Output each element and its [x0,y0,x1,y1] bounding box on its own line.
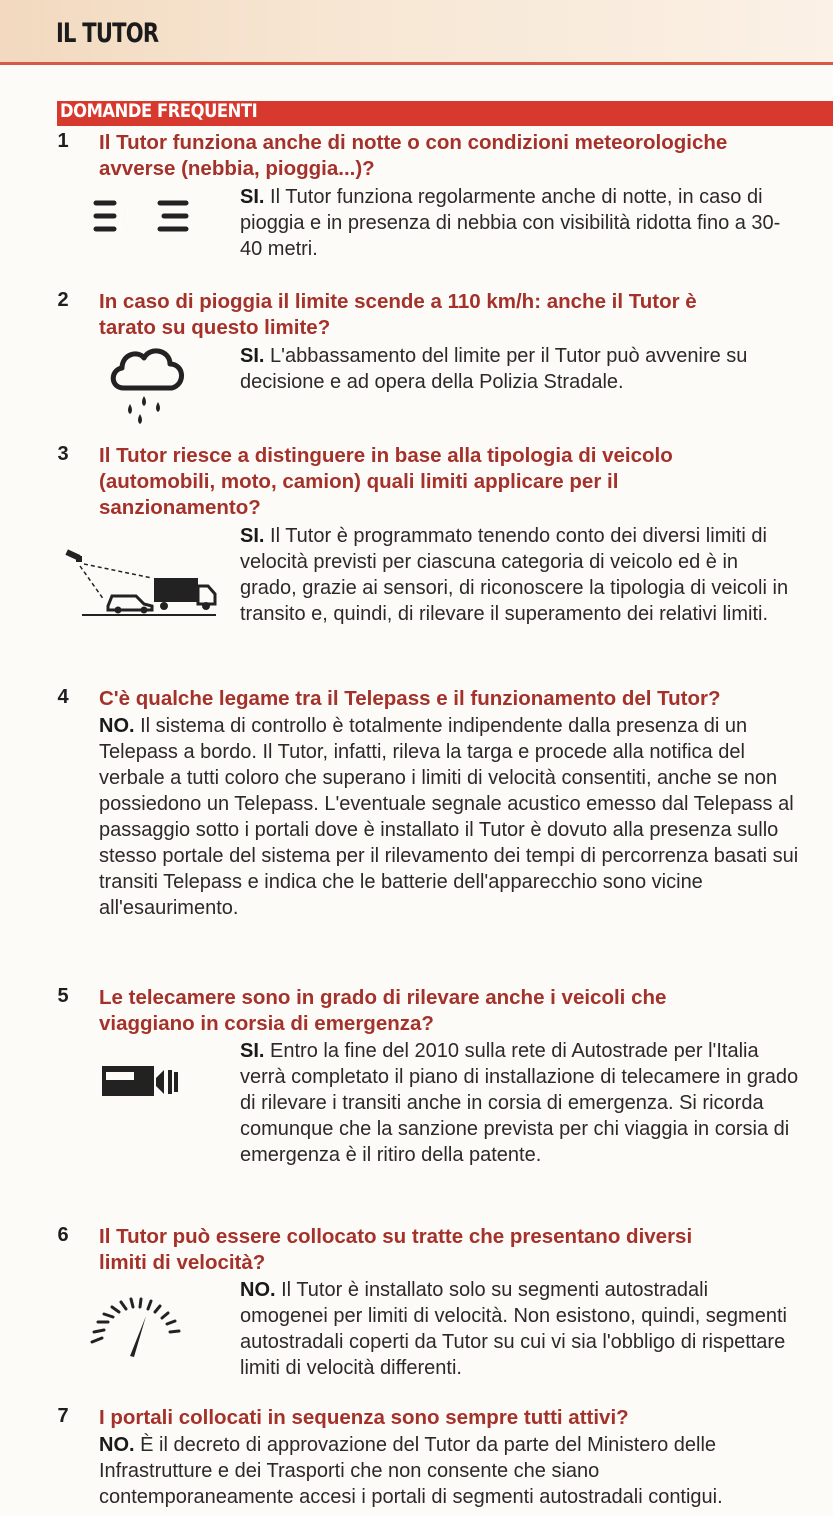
page-title: IL TUTOR [56,18,159,49]
section-title: DOMANDE FREQUENTI [60,100,258,122]
faq-number: 4 [57,686,69,708]
answer-lead: NO. [99,1434,135,1456]
faq-number: 2 [57,289,69,311]
answer-lead: SI. [240,525,265,547]
answer-text: L'abbassamento del limite per il Tutor può avvenire su decisione e ad opera della Polizia Stradale. [240,345,748,393]
faq-answer [240,343,800,395]
speedometer-icon [88,1296,188,1360]
answer-lead: SI. [240,345,265,367]
answer-text: Il Tutor è programmato tenendo conto dei diversi limiti di velocità previsti per ciascuna categoria di veicolo ed è in grado, grazie ai sensori, di riconoscere la tipologia di veicoli in transito e, quindi, di rilevare il superamento dei relativi limiti. [240,525,789,625]
faq-number: 7 [57,1405,69,1427]
answer-text: Il sistema di controllo è totalmente indipendente dalla presenza di un Telepass a bordo. Il Tutor, infatti, rileva la targa e procede alla notifica del verbale a tutti coloro che superano i limiti di velocità consentiti, anche se non possiedono un Telepass. L'eventuale segnale acustico emesso dal Telepass al passaggio sotto i portali dove è installato il Tutor è dovuto alla presenza sullo stesso portale del sistema per il rilevamento dei tempi di percorrenza basati sui transiti Telepass e indica che le batterie dell'apparecchio sono vicine all'esaurimento. [99,715,799,919]
faq-number: 1 [57,130,69,152]
answer-lead: NO. [99,715,135,737]
faq-number: 3 [57,443,69,465]
faq-number: 6 [57,1224,69,1246]
answer-text: Il Tutor funziona regolarmente anche di notte, in caso di pioggia e in presenza di nebbia con visibilità ridotta fino a 30-40 metri. [240,186,781,260]
night-fog-icon [92,190,190,248]
answer-lead: SI. [240,1040,265,1062]
faq-answer [240,1038,800,1168]
answer-lead: SI. [240,186,265,208]
faq-answer [240,523,800,627]
faq-question: In caso di pioggia il limite scende a 110 km/h: anche il Tutor è tarato su questo limite? [99,290,697,339]
video-camera-icon [100,1058,180,1102]
faq-question: Il Tutor può essere collocato su tratte che presentano diversi limiti di velocità? [99,1225,693,1274]
answer-text: È il decreto di approvazione del Tutor da parte del Ministero delle Infrastrutture e dei Trasporti che non consente che siano contemporaneamente accesi i portali di segmenti autostradali contigui. [99,1434,723,1508]
faq-question: Il Tutor funziona anche di notte o con condizioni meteorologiche avverse (nebbia, pioggia...)? [99,131,728,180]
faq-question: Il Tutor riesce a distinguere in base alla tipologia di veicolo (automobili, moto, camion) quali limiti applicare per il sanzionamento? [99,444,673,519]
faq-answer [240,1277,800,1381]
faq-question: Le telecamere sono in grado di rilevare anche i veicoli che viaggiano in corsia di emergenza? [99,986,667,1035]
answer-text: Il Tutor è installato solo su segmenti autostradali omogenei per limiti di velocità. Non esistono, quindi, segmenti autostradali coperti da Tutor su cui vi sia l'obbligo di rispettare limiti di velocità differenti. [240,1279,787,1379]
answer-text: Entro la fine del 2010 sulla rete di Autostrade per l'Italia verrà completato il piano di installazione di telecamere in grado di rilevare i transiti anche in corsia di emergenza. Si ricorda comunque che la sanzione prevista per chi viaggia in corsia di emergenza è il ritiro della patente. [240,1040,799,1166]
faq-answer [99,713,799,921]
faq-question: C'è qualche legame tra il Telepass e il funzionamento del Tutor? [99,687,721,710]
satellite-vehicles-icon [60,548,220,618]
answer-lead: NO. [240,1279,276,1301]
faq-question: I portali collocati in sequenza sono sempre tutti attivi? [99,1406,629,1429]
rain-cloud-icon [104,344,190,426]
faq-answer [99,1432,799,1510]
header-divider [0,62,833,65]
faq-answer [240,184,800,262]
faq-number: 5 [57,985,69,1007]
